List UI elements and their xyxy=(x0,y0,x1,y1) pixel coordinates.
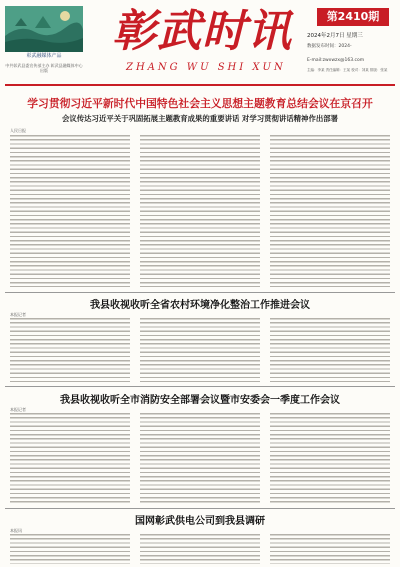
masthead xyxy=(0,0,400,84)
emblem-text: 中共彰武县委宣传部主办 彰武县融媒体中心出版 xyxy=(5,63,83,73)
article-2-title: 我县收视收听全市消防安全部署会议暨市安委会一季度工作会议 xyxy=(60,395,340,406)
emblem-image xyxy=(5,6,83,52)
emblem xyxy=(5,6,83,76)
section-divider xyxy=(5,292,395,293)
article-1-column-2 xyxy=(140,318,260,382)
article-3-column-2 xyxy=(140,534,260,564)
article-2-column-1 xyxy=(10,413,130,503)
lead-subhead: 会议传达习近平关于巩固拓展主题教育成果的重要讲话 对学习贯彻讲话精神作出部署 xyxy=(61,114,339,123)
article-1-byline: 本报记者 xyxy=(10,312,26,317)
emblem-caption: 彰武融媒体产品 xyxy=(26,53,62,59)
section-divider xyxy=(5,386,395,387)
paper-pinyin: ZHANG WU SHI XUN xyxy=(126,62,286,73)
masthead-divider xyxy=(5,84,395,86)
issue-number: 第2410期 xyxy=(317,8,389,26)
article-2-column-2 xyxy=(140,413,260,503)
lead-column-2 xyxy=(140,135,260,287)
article-3-column-1 xyxy=(10,534,130,564)
article-2-byline: 本报记者 xyxy=(10,407,26,412)
landscape-icon xyxy=(5,6,83,52)
article-1-title: 我县收视收听全省农村环境净化整治工作推进会议 xyxy=(90,300,310,311)
section-divider xyxy=(5,508,395,509)
lead-byline: 人民日报 xyxy=(10,128,26,133)
article-1-column-1 xyxy=(10,318,130,382)
article-3-byline: 本报讯 xyxy=(10,528,22,533)
issue-date: 2024年2月7日 星期三 xyxy=(307,33,363,39)
lead-headline: 学习贯彻习近平新时代中国特色社会主义思想主题教育总结会议在京召开 xyxy=(27,97,373,110)
lead-column-1 xyxy=(10,135,130,287)
lead-column-3 xyxy=(270,135,390,287)
article-2-column-3 xyxy=(270,413,390,503)
article-3-column-3 xyxy=(270,534,390,564)
article-1-column-3 xyxy=(270,318,390,382)
issue-meta: 数据发布时间：2024- xyxy=(307,44,352,49)
article-3-title: 国网彰武供电公司到我县调研 xyxy=(135,516,265,527)
issue-staff: 主编：李某 责任编辑：王某 校对：刘某 排版：张某 xyxy=(307,68,388,72)
issue-email: E-mail:zwxwzx@163.com xyxy=(307,58,365,63)
paper-title: 彰武时讯 xyxy=(112,6,292,57)
